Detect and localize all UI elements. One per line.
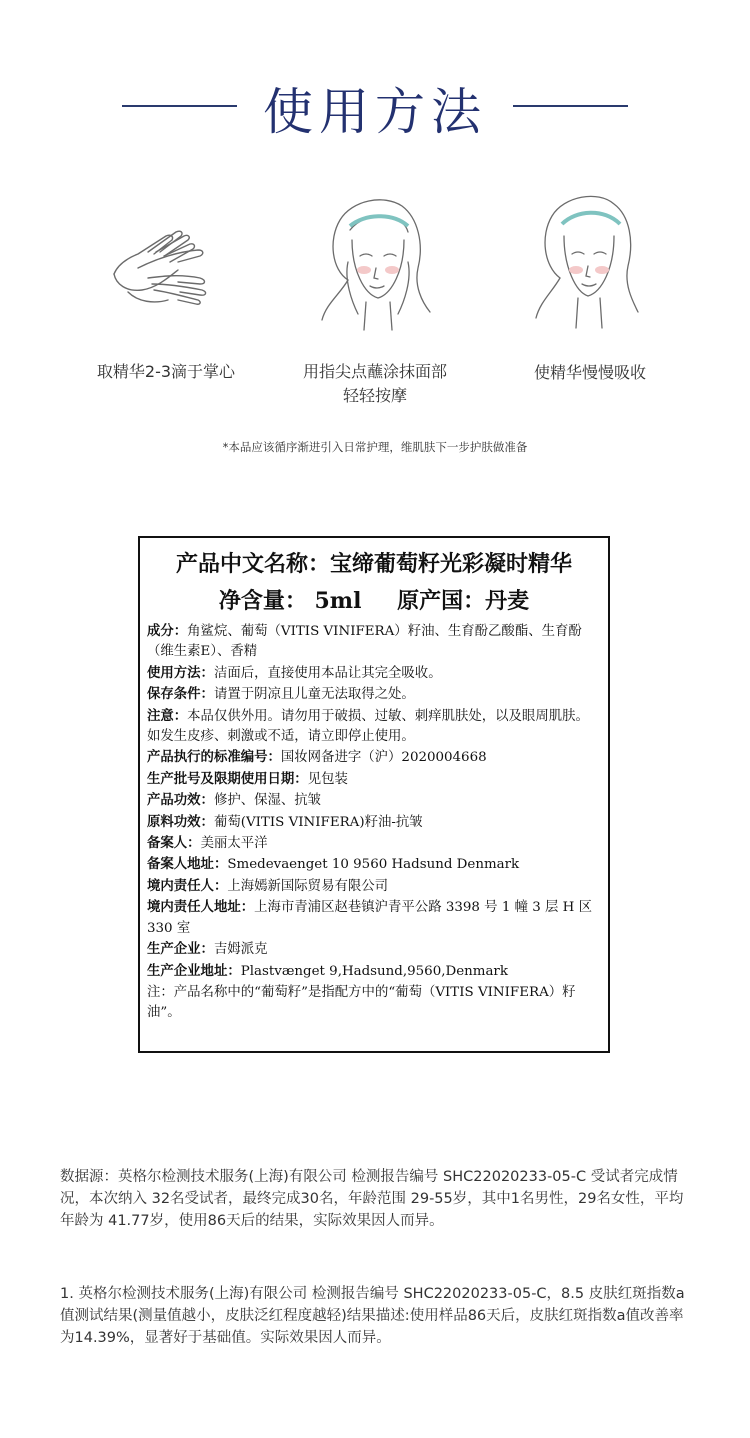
step-3-label: 使精华慢慢吸收 [533,363,646,382]
product-summary [147,586,601,616]
field-usage: 使用方法：洁面后，直接使用本品让其完全吸收。 [147,664,442,681]
field-registrant-address: 备案人地址：Smedevaenget 10 9560 Hadsund Denmark [147,856,520,873]
field-manufacturer-address: 生产企业地址：Plastvænget 9,Hadsund,9560,Denmark [147,962,508,979]
field-manufacturer: 生产企业：吉姆派克 [147,941,268,958]
step-2-label: 用指尖点蘸涂抹面部 轻轻按摩 [302,362,447,405]
product-info-label [138,536,610,1053]
net-content: 净含量： 5ml [218,588,362,614]
field-name-note: 注：产品名称中的“葡萄籽”是指配方中的“葡萄（VITIS VINIFERA）籽油”。 [147,984,576,1021]
origin-country: 原产国：丹麦 [397,588,530,614]
field-caution: 注意：本品仅供外用。请勿用于破损、过敏、刺痒肌肤处，以及眼周肌肤。如发生皮疹、刺激或不适，请立即停止使用。 [147,707,589,745]
field-efficacy: 产品功效：修护、保湿、抗皱 [147,792,322,809]
field-ingredients: 成分：角鲨烷、葡萄（VITIS VINIFERA）籽油、生育酚乙酸酯、生育酚（维生素E）、香精 [147,623,582,660]
product-name: 产品中文名称：宝缔葡萄籽光彩凝时精华 [175,551,572,577]
data-source-text: 数据源：英格尔检测技术服务(上海)有限公司 检测报告编号 SHC22020233-05-C 受试者完成情况，本次纳入 32名受试者，最终完成30名，年龄范围 29-55岁，其中1名男性，29名女性，平均年龄为 41.77岁，使用86天后的结果，实际效果因人而异。 [60,1169,684,1229]
usage-note: *本品应该循序渐进引入日常护理，维肌肤下一步护肤做准备 [222,440,528,454]
field-standard-number: 产品执行的标准编号：国妆网备进字（沪）2020004668 [147,749,487,766]
face-absorb-icon [532,186,642,336]
face-massage-icon [318,190,434,340]
title-divider-right [513,105,628,107]
product-fields [147,621,601,1024]
field-domestic-agent-address: 境内责任人地址：上海市青浦区赵巷镇沪青平公路 3398 号 1 幢 3 层 H 区 330 室 [147,899,593,936]
field-registrant: 备案人：美丽太平洋 [147,835,268,852]
section-header [0,72,750,142]
field-batch-expiry: 生产批号及限期使用日期：见包装 [147,770,348,787]
field-domestic-agent: 境内责任人：上海嫣新国际贸易有限公司 [147,877,389,894]
field-storage: 保存条件：请置于阴凉且儿童无法取得之处。 [147,686,415,703]
field-raw-efficacy: 原料功效：葡萄(VITIS VINIFERA)籽油-抗皱 [147,813,423,830]
page-title: 使用方法 [263,83,487,141]
hands-icon [108,222,218,308]
step-1-label: 取精华2-3滴于掌心 [96,362,236,381]
test-result-text: 1. 英格尔检测技术服务(上海)有限公司 检测报告编号 SHC22020233-05-C，8.5 皮肤红斑指数a值测试结果(测量值越小，皮肤泛红程度越轻)结果描述:使用样品86天后，皮肤红斑指数a值改善率为14.39%，显著好于基础值。实际效果因人而异。 [60,1286,685,1346]
